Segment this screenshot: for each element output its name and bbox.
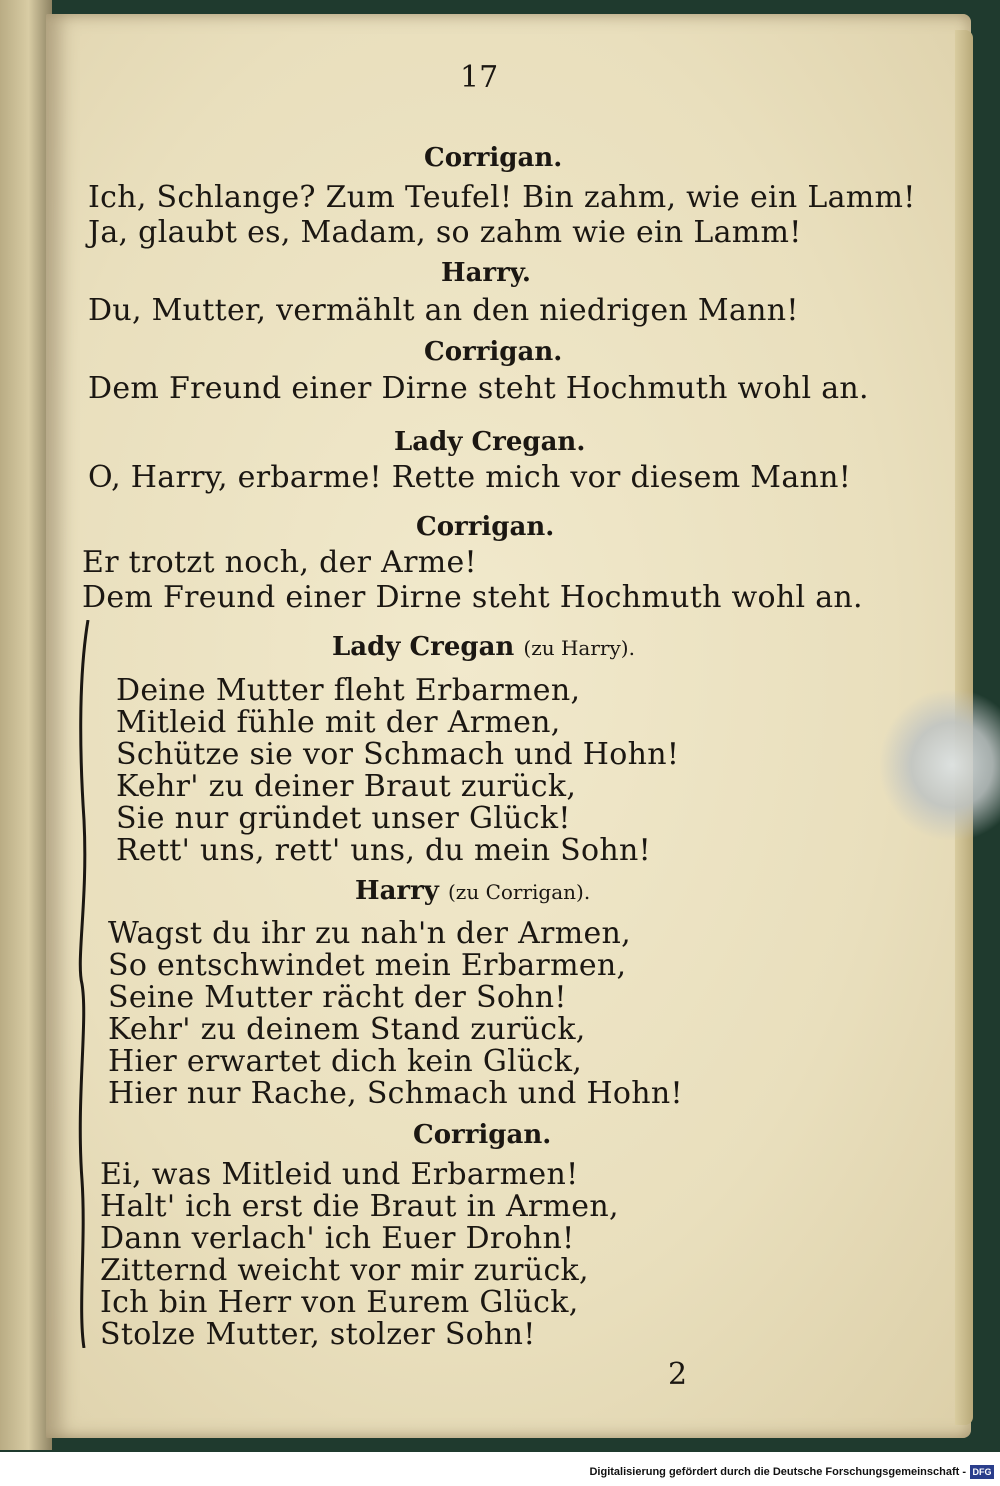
speaker-corrigan-3: Corrigan.	[416, 512, 555, 542]
verse-line: Zitternd weicht vor mir zurück,	[100, 1253, 589, 1288]
verse-line: Dann verlach' ich Euer Drohn!	[100, 1221, 575, 1256]
verse-line: Deine Mutter fleht Erbarmen,	[116, 673, 581, 708]
verse-line: Rett' uns, rett' uns, du mein Sohn!	[116, 833, 651, 868]
stage-direction: (zu Harry).	[523, 636, 635, 660]
speaker-harry-1: Harry.	[441, 258, 531, 288]
speaker-lady-cregan-aside	[332, 632, 635, 662]
speaker-harry-aside	[355, 876, 590, 906]
verse-line: O, Harry, erbarme! Rette mich vor diesem Mann!	[88, 460, 852, 495]
verse-line: Ja, glaubt es, Madam, so zahm wie ein Lamm!	[88, 215, 802, 250]
brace-mark	[74, 620, 94, 1348]
verse-line: Ich bin Herr von Eurem Glück,	[100, 1285, 579, 1320]
signature-mark: 2	[668, 1357, 688, 1392]
verse-line: Dem Freund einer Dirne steht Hochmuth wohl an.	[88, 371, 869, 406]
verse-line: Wagst du ihr zu nah'n der Armen,	[108, 916, 631, 951]
verse-line: Schütze sie vor Schmach und Hohn!	[116, 737, 680, 772]
verse-line: Er trotzt noch, der Arme!	[82, 545, 477, 580]
verse-line: Seine Mutter rächt der Sohn!	[108, 980, 567, 1015]
speaker-name: Lady Cregan	[332, 632, 515, 662]
page-clip	[880, 690, 1000, 840]
verse-line: Hier erwartet dich kein Glück,	[108, 1044, 583, 1079]
speaker-corrigan-2: Corrigan.	[424, 337, 563, 367]
verse-line: Ei, was Mitleid und Erbarmen!	[100, 1157, 579, 1192]
verse-line: Kehr' zu deiner Braut zurück,	[116, 769, 577, 804]
speaker-corrigan-4: Corrigan.	[413, 1120, 552, 1150]
speaker-lady-cregan: Lady Cregan.	[394, 427, 586, 457]
verse-line: Kehr' zu deinem Stand zurück,	[108, 1012, 586, 1047]
verse-line: Du, Mutter, vermählt an den niedrigen Mann!	[88, 293, 799, 328]
page-number: 17	[460, 60, 499, 95]
verse-line: Dem Freund einer Dirne steht Hochmuth wohl an.	[82, 580, 863, 615]
stage-direction: (zu Corrigan).	[447, 880, 591, 904]
verse-line: Hier nur Rache, Schmach und Hohn!	[108, 1076, 683, 1111]
dfg-logo: DFG	[970, 1465, 994, 1479]
speaker-corrigan-1: Corrigan.	[424, 143, 563, 173]
facing-page-edge	[0, 0, 52, 1450]
verse-line: Halt' ich erst die Braut in Armen,	[100, 1189, 619, 1224]
verse-line: Mitleid fühle mit der Armen,	[116, 705, 561, 740]
verse-line: Sie nur gründet unser Glück!	[116, 801, 571, 836]
verse-line: Stolze Mutter, stolzer Sohn!	[100, 1317, 536, 1352]
speaker-name: Harry	[355, 876, 439, 906]
verse-line: Ich, Schlange? Zum Teufel! Bin zahm, wie ein Lamm!	[88, 180, 916, 215]
verse-line: So entschwindet mein Erbarmen,	[108, 948, 627, 983]
funding-credit: Digitalisierung gefördert durch die Deutsche Forschungsgemeinschaft -	[589, 1466, 966, 1478]
